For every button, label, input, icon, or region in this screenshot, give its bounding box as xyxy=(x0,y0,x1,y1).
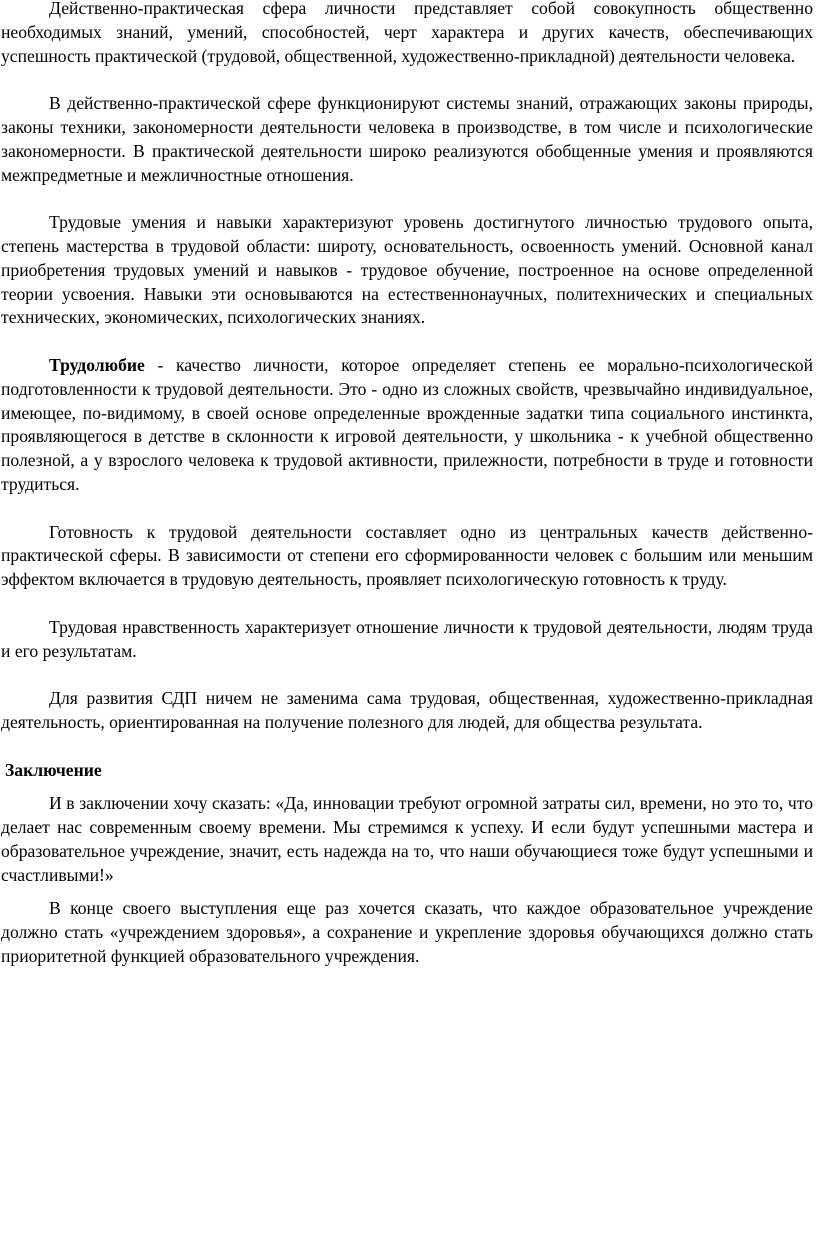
paragraph-gap xyxy=(1,592,813,616)
paragraph-gap xyxy=(1,782,813,792)
paragraph-diligence xyxy=(1,354,813,497)
paragraph-labor-skills: Трудовые умения и навыки характеризуют уровень достигнутого личностью трудового опыта, степень мастерства в трудовой области: широту, основательность, освоенность умений. Основной канал приобретения трудовых умений и навыков - трудовое обучение, построенное на основе определенной теории усвоения. Навыки эти основываются на естественнонаучных, политехнических и специальных технических, экономических, психологических знаниях. xyxy=(1,212,813,328)
paragraph-gap xyxy=(1,663,813,687)
paragraph-gap xyxy=(1,330,813,354)
paragraph-readiness: Готовность к трудовой деятельности составляет одно из центральных качеств действенно-практической сферы. В зависимости от степени его сформированности человек с большим или меньшим эффектом включается в трудовую деятельность, проявляет психологическую готовность к труду. xyxy=(1,521,813,590)
diligence-definition: - качество личности, которое определяет степень ее морально-психологической подготовленности к трудовой деятельности. Это - одно из сложных свойств, чрезвычайно индивидуальное, имеющее, по-видимому, в своей основе определенные врожденные задатки типа социального инстинкта, проявляющегося в детстве в склонности к игровой деятельности, у школьника - к учебной общественно полезной, а у взрослого человека к трудовой активности, прилежности, потребности в труде и готовности трудиться. xyxy=(1,354,813,494)
conclusion-heading: Заключение xyxy=(5,759,102,780)
paragraph-gap xyxy=(1,887,813,897)
paragraph-gap xyxy=(1,735,813,759)
conclusion-paragraph-health: В конце своего выступления еще раз хочется сказать, что каждое образовательное учреждение должно стать «учреждением здоровья», а сохранение и укрепление здоровья обучающихся должно стать приоритетной функцией образовательного учреждения. xyxy=(1,898,813,967)
paragraph-development: Для развития СДП ничем не заменима сама трудовая, общественная, художественно-прикладная деятельность, ориентированная на получение полезного для людей, для общества результата. xyxy=(1,688,813,732)
paragraph-knowledge-systems: В действенно-практической сфере функционируют системы знаний, отражающих законы природы, законы техники, закономерности деятельности человека в производстве, в том числе и психологические закономерности. В практической деятельности широко реализуются обобщенные умения и проявляются межпредметные и межличностные отношения. xyxy=(1,93,813,185)
paragraph-practical-sphere: Действенно-практическая сфера личности представляет собой совокупность общественно необходимых знаний, умений, способностей, черт характера и других качеств, обеспечивающих успешность практической (трудовой, общественной, художественно-прикладной) деятельности человека. xyxy=(1,0,813,66)
conclusion-paragraph-innovation: И в заключении хочу сказать: «Да, инновации требуют огромной затраты сил, времени, но это то, что делает нас современным своему времени. Мы стремимся к успеху. И если будут успешными мастера и образовательное учреждение, значит, есть надежда на то, что наши обучающиеся тоже будут успешными и счастливыми!» xyxy=(1,793,813,885)
paragraph-labor-morality: Трудовая нравственность характеризует отношение личности к трудовой деятельности, людям труда и его результатам. xyxy=(1,616,813,661)
paragraph-gap xyxy=(1,187,813,211)
paragraph-gap xyxy=(1,68,813,92)
term-diligence: Трудолюбие xyxy=(49,354,145,375)
paragraph-gap xyxy=(1,497,813,521)
